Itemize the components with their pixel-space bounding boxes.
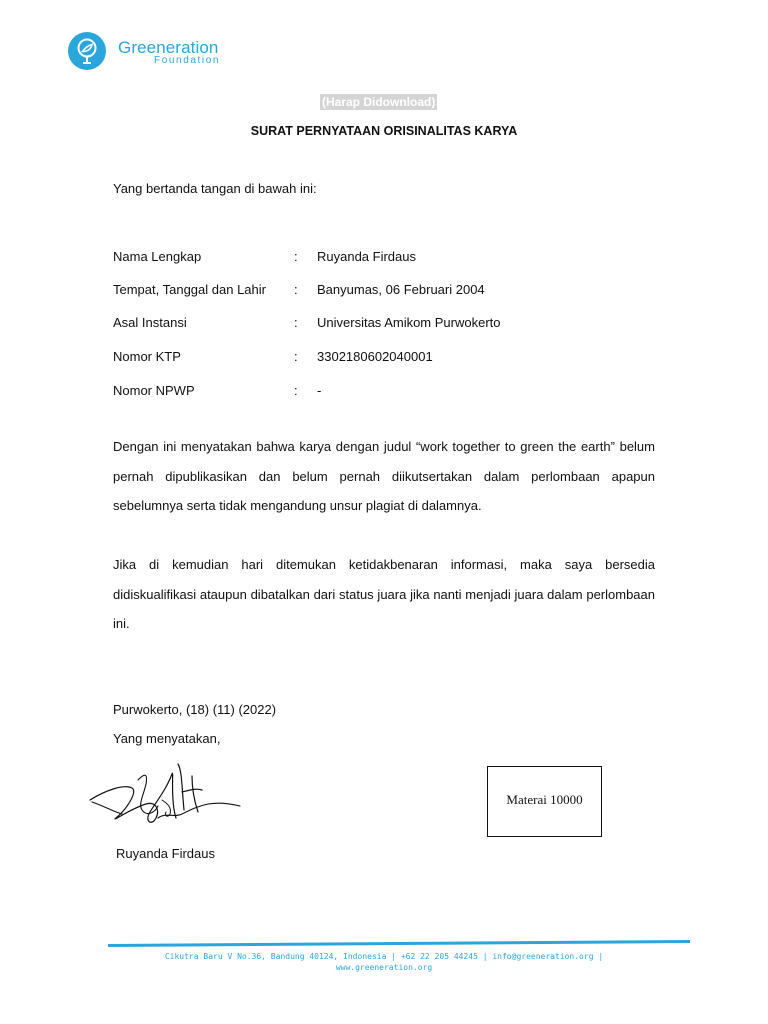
disqualification-paragraph: Jika di kemudian hari ditemukan ketidakbenaran informasi, maka saya bersedia didiskualifikasi ataupun dibatalkan dari status juara jika nanti menjadi juara dalam perlombaan ini. xyxy=(113,557,655,631)
field-value-institution: Universitas Amikom Purwokerto xyxy=(317,315,501,330)
download-note: (Harap Didownload) xyxy=(322,95,436,109)
footer-address: Cikutra Baru V No.36, Bandung 40124, Indonesia | +62 22 205 44245 | info@greeneration.org | xyxy=(164,952,604,961)
field-value-npwp: - xyxy=(317,383,322,398)
document-title: SURAT PERNYATAAN ORISINALITAS KARYA xyxy=(250,124,518,138)
field-value-ktp: 3302180602040001 xyxy=(317,349,433,364)
logo-name: Greeneration xyxy=(118,38,219,57)
signer-name: Ruyanda Firdaus xyxy=(116,846,215,861)
footer-divider xyxy=(108,940,690,947)
materai-label: Materai 10000 xyxy=(506,792,583,807)
field-colon: : xyxy=(294,315,298,330)
field-value-name: Ruyanda Firdaus xyxy=(317,249,416,264)
field-label-institution: Asal Instansi xyxy=(113,315,187,330)
intro-text: Yang bertanda tangan di bawah ini: xyxy=(113,181,317,196)
leaf-logo-icon xyxy=(68,32,106,70)
footer-website: www.greeneration.org xyxy=(335,963,433,972)
declarant-label: Yang menyatakan, xyxy=(113,731,221,746)
logo-subtitle: Foundation xyxy=(154,55,221,66)
field-label-name: Nama Lengkap xyxy=(113,249,202,264)
place-date: Purwokerto, (18) (11) (2022) xyxy=(113,702,277,717)
greeneration-logo xyxy=(68,30,248,76)
field-colon: : xyxy=(294,249,298,264)
field-label-npwp: Nomor NPWP xyxy=(113,383,195,398)
materai-stamp-box xyxy=(487,766,602,837)
field-colon: : xyxy=(294,383,298,398)
field-label-ktp: Nomor KTP xyxy=(113,349,181,364)
field-colon: : xyxy=(294,349,298,364)
field-colon: : xyxy=(294,282,298,297)
statement-paragraph: Dengan ini menyatakan bahwa karya dengan judul “work together to green the earth” belum pernah dipublikasikan dan belum pernah diikutsertakan dalam perlombaan apapun sebelumnya serta tidak mengandung unsur plagiat di dalamnya. xyxy=(113,439,655,513)
field-value-birth: Banyumas, 06 Februari 2004 xyxy=(317,282,485,297)
handwritten-signature xyxy=(86,760,246,832)
field-label-birth: Tempat, Tanggal dan Lahir xyxy=(113,282,266,297)
